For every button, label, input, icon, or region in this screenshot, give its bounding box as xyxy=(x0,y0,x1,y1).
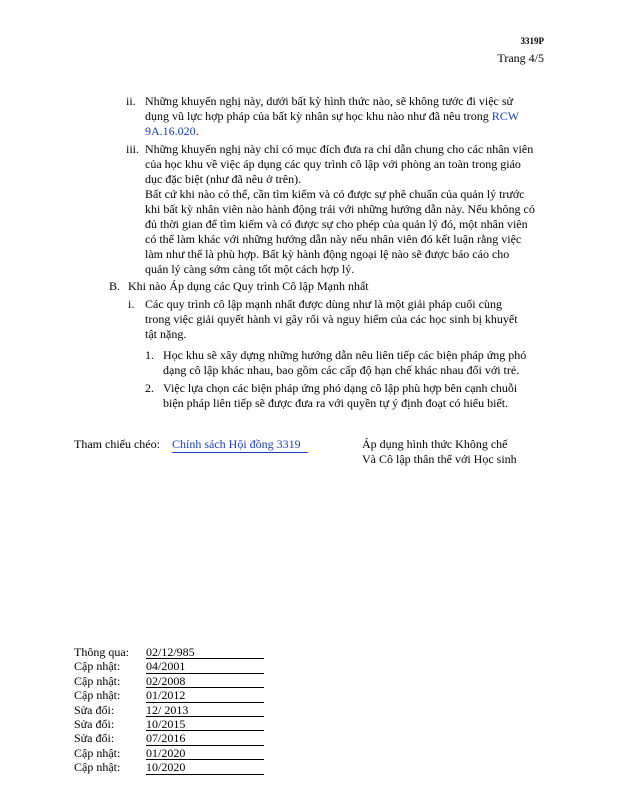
history-date: 02/2008 xyxy=(146,674,264,688)
item-number-i: i. xyxy=(128,297,135,311)
history-label: Thông qua: xyxy=(74,645,129,659)
history-label: Sửa đổi: xyxy=(74,731,115,746)
crossref-desc-line2: Và Cô lập thân thể với Học sinh xyxy=(362,452,517,466)
item-ii-text xyxy=(145,94,525,139)
history-label: Sửa đổi: xyxy=(74,702,115,717)
history-label: Sửa đổi: xyxy=(74,716,115,731)
history-date: 10/2020 xyxy=(146,760,264,774)
item-i-text: Các quy trình cô lập mạnh nhất được dùng như là một giải pháp cuối cùng trong việc giải quyết hành vi gây rối và nguy hiểm của các học sinh bị khuyết tật nặng. xyxy=(145,297,518,341)
item-ii-body: Những khuyến nghị này, dưới bất kỳ hình thức nào, sẽ không tước đi việc sử dụng vũ lực hợp pháp của bất kỳ nhân sự học khu nào như đã nêu trong xyxy=(145,94,514,123)
history-date: 01/2012 xyxy=(146,688,264,702)
history-date: 04/2001 xyxy=(146,659,264,673)
revision-history xyxy=(74,645,264,775)
rcw-link[interactable]: RCW 9A.16.020 xyxy=(145,109,519,138)
item-iii-text: Những khuyến nghị này chỉ có mục đích đưa ra chỉ dẫn chung cho các nhân viên của học khu về việc áp dụng các quy trình cô lập với phòng an toàn trong giáo dục đặc biệt (như đã nêu ở trên). xyxy=(145,142,534,186)
section-b-title: Khi nào Áp dụng các Quy trình Cô lập Mạnh nhất xyxy=(128,279,369,293)
item-number-ii: ii. xyxy=(126,94,136,108)
history-row xyxy=(74,731,264,745)
item-number-iii: iii. xyxy=(126,142,140,156)
crossref-link[interactable] xyxy=(172,437,308,453)
subitem-2-text: Việc lựa chọn các biện pháp ứng phó dạng cô lập phù hợp bên cạnh chuỗi biện pháp liên tiếp sẽ được đưa ra với quyền tự ý định đoạt có hiểu biết. xyxy=(163,381,518,410)
history-row xyxy=(74,760,264,774)
history-row xyxy=(74,717,264,731)
section-b-number: B. xyxy=(109,279,121,293)
item-iii-text-2: Bất cứ khi nào có thể, cần tìm kiếm và có được sự phê chuẩn của quản lý trước khi bất kỳ nhân viên nào hành động trái với những hướng dẫn này. Nếu không có đủ thời gian để tìm kiếm và có được sự cho phép của quản lý đó, một nhân viên có thể làm khác với những hướng dẫn này nếu nhân viên đó kết luận rằng việc làm như thế là phù hợp. Bất kỳ hành động ngoại lệ nào sẽ được báo cáo cho quản lý càng sớm càng tốt một cách hợp lý. xyxy=(145,187,535,276)
history-label: Cập nhật: xyxy=(74,659,121,674)
history-row xyxy=(74,659,264,673)
subitem-1-text: Học khu sẽ xây dựng những hướng dẫn nêu liên tiếp các biện pháp ứng phó dạng cô lập khác nhau, bao gồm các cấp độ hạn chế khác nhau đối với trẻ. xyxy=(163,348,527,377)
crossref-desc-line1: Áp dụng hình thức Không chế xyxy=(362,437,508,451)
history-label: Cập nhật: xyxy=(74,760,121,775)
history-date: 02/12/985 xyxy=(146,645,264,659)
history-label: Cập nhật: xyxy=(74,688,121,703)
history-label: Cập nhật: xyxy=(74,673,121,688)
page-number: Trang 4/5 xyxy=(497,51,544,65)
history-row xyxy=(74,703,264,717)
subitem-number-1: 1. xyxy=(145,348,154,362)
subitem-number-2: 2. xyxy=(145,381,154,395)
document-code: 3319P xyxy=(520,36,544,46)
history-date: 01/2020 xyxy=(146,746,264,760)
history-label: Cập nhật: xyxy=(74,745,121,760)
history-row xyxy=(74,674,264,688)
history-row xyxy=(74,645,264,659)
history-row xyxy=(74,688,264,702)
history-row xyxy=(74,746,264,760)
history-date: 07/2016 xyxy=(146,731,264,745)
history-date: 12/ 2013 xyxy=(146,703,264,717)
crossref-label: Tham chiếu chéo: xyxy=(74,437,160,451)
crossref-link-text[interactable]: Chính sách Hội đồng 3319 xyxy=(172,437,301,451)
item-ii-tail: . xyxy=(195,124,199,138)
history-date: 10/2015 xyxy=(146,717,264,731)
